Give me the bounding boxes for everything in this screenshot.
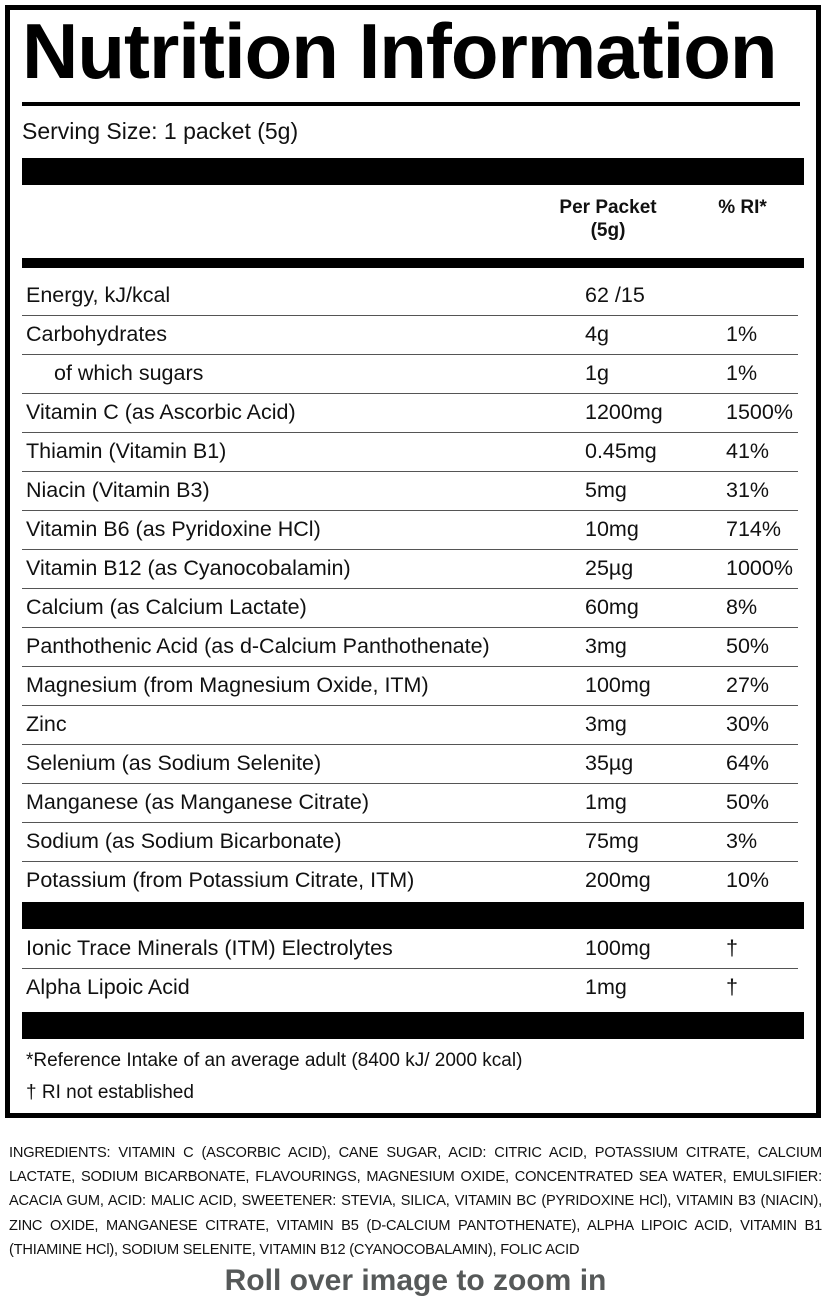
nutrient-ri: 1% bbox=[726, 322, 758, 346]
nutrient-amount: 62 /15 bbox=[585, 283, 645, 307]
per-packet-header bbox=[548, 197, 668, 243]
serving-size: Serving Size: 1 packet (5g) bbox=[22, 118, 299, 144]
nutrient-name: Vitamin B6 (as Pyridoxine HCl) bbox=[26, 517, 321, 541]
nutrient-name: Sodium (as Sodium Bicarbonate) bbox=[26, 829, 342, 853]
nutrient-ri: † bbox=[726, 975, 738, 999]
nutrient-amount: 0.45mg bbox=[585, 439, 657, 463]
header-bar bbox=[22, 158, 804, 185]
nutrient-name: Niacin (Vitamin B3) bbox=[26, 478, 210, 502]
nutrient-name: Vitamin B12 (as Cyanocobalamin) bbox=[26, 556, 351, 580]
per-packet-header-line1: Per Packet bbox=[559, 197, 657, 218]
nutrient-ri: 41% bbox=[726, 439, 770, 463]
table-row bbox=[22, 511, 798, 550]
table-row bbox=[22, 433, 798, 472]
table-row bbox=[22, 745, 798, 784]
table-row bbox=[22, 394, 798, 433]
nutrient-name: Selenium (as Sodium Selenite) bbox=[26, 751, 322, 775]
nutrient-amount: 60mg bbox=[585, 595, 639, 619]
table-row bbox=[22, 862, 798, 901]
reference-footnote: *Reference Intake of an average adult (8400 kJ/ 2000 kcal) bbox=[26, 1050, 523, 1071]
table-row bbox=[22, 550, 798, 589]
nutrient-amount: 35µg bbox=[585, 751, 634, 775]
table-row bbox=[22, 706, 798, 745]
table-row bbox=[22, 823, 798, 862]
header-divider-bar bbox=[22, 258, 804, 268]
nutrient-amount: 75mg bbox=[585, 829, 639, 853]
nutrient-ri: † bbox=[726, 936, 738, 960]
nutrient-amount: 5mg bbox=[585, 478, 627, 502]
table-row bbox=[22, 316, 798, 355]
table-row bbox=[22, 355, 798, 394]
ri-header: % RI* bbox=[718, 197, 767, 218]
table-row bbox=[22, 930, 798, 969]
ingredients-list: INGREDIENTS: VITAMIN C (ASCORBIC ACID), CANE SUGAR, ACID: CITRIC ACID, POTASSIUM CITRATE, CALCIUM LACTATE, SODIUM BICARBONATE, FLAVOURINGS, MAGNESIUM OXIDE, CONCENTRATED SEA WATER, EMULSIFIER: ACACIA GUM, ACID: MALIC ACID, SWEETENER: STEVIA, SILICA, VITAMIN BC (PYRIDOXINE HCl), VITAMIN B3 (NIACIN), ZINC OXIDE, MANGANESE CITRATE, VITAMIN B5 (D-CALCIUM PANTOTHENATE), ALPHA LIPOIC ACID, VITAMIN B1 (THIAMINE HCl), SODIUM SELENITE, VITAMIN B12 (CYANOCOBALAMIN), FOLIC ACID bbox=[9, 1145, 822, 1258]
nutrient-ri: 1000% bbox=[726, 556, 793, 580]
title-divider bbox=[22, 102, 800, 106]
nutrient-name: Zinc bbox=[26, 712, 67, 736]
per-packet-header-line2: (5g) bbox=[590, 219, 626, 241]
nutrient-name: Calcium (as Calcium Lactate) bbox=[26, 595, 307, 619]
table-row bbox=[22, 628, 798, 667]
page-title: Nutrition Information bbox=[22, 7, 777, 95]
nutrient-amount: 200mg bbox=[585, 868, 651, 892]
nutrient-amount: 25µg bbox=[585, 556, 634, 580]
nutrient-name: Manganese (as Manganese Citrate) bbox=[26, 790, 369, 814]
nutrient-amount: 4g bbox=[585, 322, 609, 346]
table-row bbox=[22, 472, 798, 511]
nutrient-amount: 100mg bbox=[585, 936, 651, 960]
ri-not-established-footnote: † RI not established bbox=[26, 1082, 194, 1103]
nutrient-ri: 714% bbox=[726, 517, 781, 541]
nutrient-ri: 31% bbox=[726, 478, 770, 502]
table-row bbox=[22, 589, 798, 628]
nutrient-ri: 3% bbox=[726, 829, 758, 853]
nutrient-ri: 64% bbox=[726, 751, 770, 775]
nutrient-amount: 1200mg bbox=[585, 400, 663, 424]
nutrient-amount: 1mg bbox=[585, 975, 627, 999]
section-bar bbox=[22, 902, 804, 929]
nutrient-name: Magnesium (from Magnesium Oxide, ITM) bbox=[26, 673, 429, 697]
nutrient-amount: 1g bbox=[585, 361, 609, 385]
nutrient-ri: 8% bbox=[726, 595, 758, 619]
nutrient-amount: 3mg bbox=[585, 712, 627, 736]
footer-bar bbox=[22, 1012, 804, 1039]
table-row bbox=[22, 969, 798, 1008]
nutrient-name: Energy, kJ/kcal bbox=[26, 283, 171, 307]
nutrient-ri: 30% bbox=[726, 712, 770, 736]
nutrient-name: Carbohydrates bbox=[26, 322, 168, 346]
nutrient-name: Panthothenic Acid (as d-Calcium Panthothenate) bbox=[26, 634, 490, 658]
nutrient-ri: 1500% bbox=[726, 400, 793, 424]
nutrient-amount: 100mg bbox=[585, 673, 651, 697]
nutrient-ri: 10% bbox=[726, 868, 770, 892]
table-row bbox=[22, 784, 798, 823]
nutrient-amount: 10mg bbox=[585, 517, 639, 541]
nutrient-name: Ionic Trace Minerals (ITM) Electrolytes bbox=[26, 936, 393, 960]
table-row bbox=[22, 277, 798, 316]
nutrient-amount: 1mg bbox=[585, 790, 627, 814]
nutrient-ri: 1% bbox=[726, 361, 758, 385]
nutrient-name: of which sugars bbox=[54, 361, 204, 385]
nutrient-name: Alpha Lipoic Acid bbox=[26, 975, 190, 999]
nutrient-ri: 50% bbox=[726, 634, 770, 658]
table-row bbox=[22, 667, 798, 706]
nutrient-amount: 3mg bbox=[585, 634, 627, 658]
nutrient-name: Potassium (from Potassium Citrate, ITM) bbox=[26, 868, 415, 892]
nutrient-ri: 27% bbox=[726, 673, 770, 697]
nutrient-ri: 50% bbox=[726, 790, 770, 814]
zoom-hint: Roll over image to zoom in bbox=[224, 1264, 607, 1297]
nutrient-name: Vitamin C (as Ascorbic Acid) bbox=[26, 400, 296, 424]
nutrient-name: Thiamin (Vitamin B1) bbox=[26, 439, 227, 463]
